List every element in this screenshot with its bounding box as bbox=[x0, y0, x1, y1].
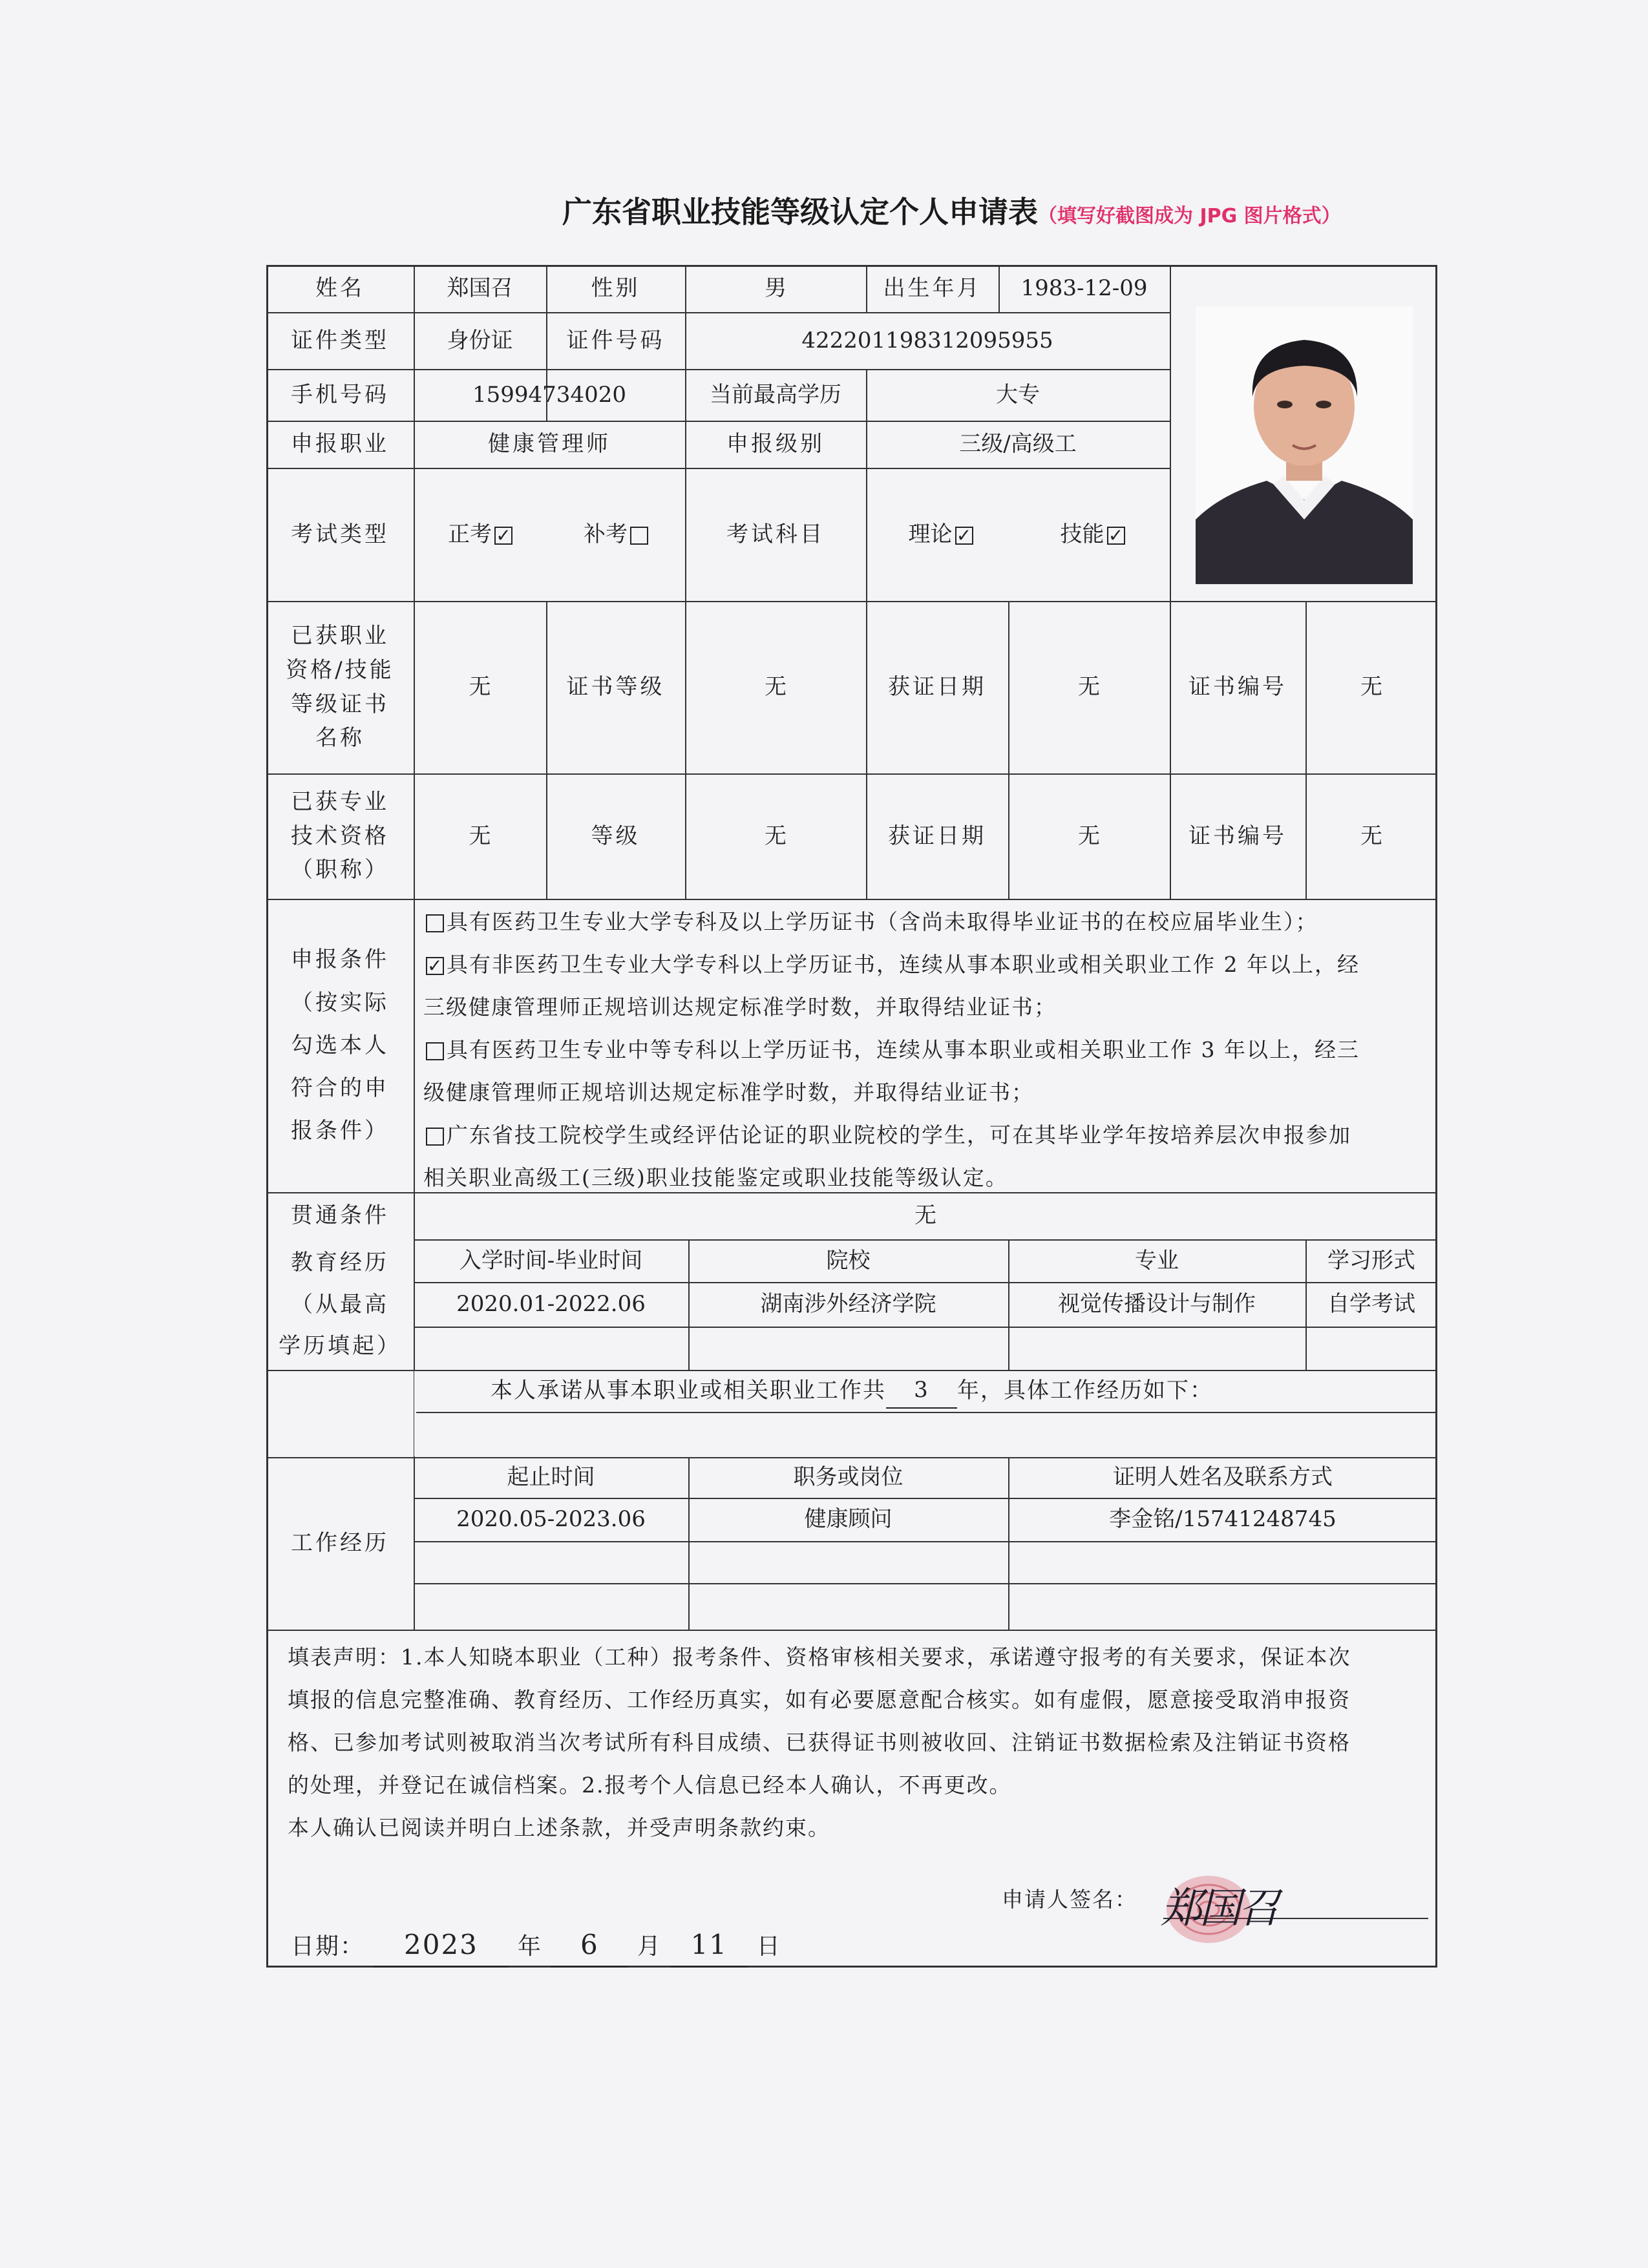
date-year-unit: 年 bbox=[517, 1933, 542, 1960]
title-qual-grade-label: 等级 bbox=[591, 823, 640, 849]
title-text: 广东省职业技能等级认定个人申请表 bbox=[562, 194, 1038, 229]
condition-item bbox=[423, 1029, 1360, 1071]
name-label: 姓名 bbox=[315, 275, 364, 302]
title-qual-no-label: 证书编号 bbox=[1188, 823, 1287, 849]
work-promise-suffix: 年，具体工作经历如下： bbox=[957, 1378, 1213, 1404]
exam-type-options bbox=[414, 468, 685, 601]
education-label bbox=[266, 1239, 414, 1370]
phone-value[interactable]: 15994734020 bbox=[472, 381, 626, 408]
condition-checkbox[interactable] bbox=[426, 1128, 444, 1146]
edu-label: 当前最高学历 bbox=[710, 381, 841, 408]
condition-item-continued bbox=[423, 986, 1360, 1029]
birth-value[interactable]: 1983-12-09 bbox=[1020, 275, 1148, 302]
exam-subject-label: 考试科目 bbox=[726, 521, 825, 547]
qual-label bbox=[266, 601, 414, 773]
education-label-line: 教育经历 bbox=[291, 1250, 389, 1276]
education-label-line: （从最高 bbox=[291, 1291, 389, 1318]
signature-text: 郑国召 bbox=[1161, 1885, 1277, 1933]
qual-grade-value[interactable]: 无 bbox=[765, 674, 787, 700]
declaration-text bbox=[288, 1636, 1351, 1849]
date-year-field[interactable]: 2023 bbox=[373, 1924, 509, 1968]
qual-no-value[interactable]: 无 bbox=[1360, 674, 1382, 700]
condition-text: 三级健康管理师正规培训达规定标准学时数，并取得结业证书； bbox=[423, 994, 1057, 1020]
edu-header-major: 专业 bbox=[1135, 1247, 1179, 1274]
title-qual-date-label: 获证日期 bbox=[888, 823, 986, 849]
portrait-icon bbox=[1196, 306, 1413, 584]
condition-checkbox[interactable] bbox=[426, 914, 444, 932]
conditions-label bbox=[266, 899, 414, 1192]
title-qual-label-line: （职称） bbox=[291, 857, 389, 883]
work-row-period[interactable]: 2020.05-2023.06 bbox=[456, 1506, 646, 1533]
date-day-field[interactable]: 11 bbox=[670, 1924, 748, 1968]
date-label: 日期： bbox=[291, 1933, 365, 1960]
declaration-line: 格、已参加考试则被取消当次考试所有科目成绩、已获得证书则被收回、注销证书数据检索及注销证书资格 bbox=[288, 1730, 1351, 1755]
qual-grade-label: 证书等级 bbox=[566, 674, 665, 700]
condition-checkbox[interactable] bbox=[426, 1042, 444, 1060]
exam-makeup-option[interactable] bbox=[584, 518, 651, 552]
condition-text: 广东省技工院校学生或经评估论证的职业院校的学生，可在其毕业学年按培养层次申报参加 bbox=[447, 1122, 1351, 1148]
level-value[interactable]: 三级/高级工 bbox=[959, 431, 1077, 457]
condition-text: 相关职业高级工(三级)职业技能鉴定或职业技能等级认定。 bbox=[423, 1165, 1008, 1190]
condition-text: 具有医药卫生专业中等专科以上学历证书，连续从事本职业或相关职业工作 3 年以上，经三 bbox=[447, 1037, 1360, 1062]
qual-label-line: 名称 bbox=[315, 725, 364, 751]
work-header-position: 职务或岗位 bbox=[793, 1464, 903, 1491]
title-qual-date-value[interactable]: 无 bbox=[1078, 823, 1100, 849]
conditions-list bbox=[423, 901, 1360, 1199]
occupation-label: 申报职业 bbox=[291, 431, 389, 457]
theory-label: 理论 bbox=[908, 521, 953, 547]
qual-date-value[interactable]: 无 bbox=[1078, 674, 1100, 700]
date-month-unit: 月 bbox=[637, 1933, 662, 1960]
form-title bbox=[562, 189, 1341, 231]
work-promise-prefix: 本人承诺从事本职业或相关职业工作共 bbox=[491, 1378, 886, 1404]
occupation-value[interactable]: 健康管理师 bbox=[488, 431, 611, 457]
skill-label: 技能 bbox=[1060, 521, 1104, 547]
declaration-line: 的处理，并登记在诚信档案。2.报考个人信息已经本人确认，不再更改。 bbox=[288, 1772, 1012, 1798]
condition-text: 具有医药卫生专业大学专科及以上学历证书（含尚未取得毕业证书的在校应届毕业生）； bbox=[447, 909, 1318, 934]
gender-value[interactable]: 男 bbox=[765, 275, 787, 302]
phone-label: 手机号码 bbox=[291, 381, 389, 408]
work-promise bbox=[266, 1370, 1437, 1412]
title-note: （填写好截图成为 JPG 图片格式） bbox=[1038, 205, 1341, 227]
qual-no-label: 证书编号 bbox=[1188, 674, 1287, 700]
qual-label-line: 资格/技能 bbox=[286, 656, 394, 683]
declaration-line: 填报的信息完整准确、教育经历、工作经历真实，如有必要愿意配合核实。如有虚假，愿意接受取消申报资 bbox=[288, 1687, 1351, 1712]
id-type-label: 证件类型 bbox=[291, 327, 389, 353]
edu-header-form: 学习形式 bbox=[1327, 1247, 1415, 1274]
condition-item bbox=[423, 1114, 1360, 1157]
condition-text: 级健康管理师正规培训达规定标准学时数，并取得结业证书； bbox=[423, 1080, 1034, 1105]
name-value[interactable]: 郑国召 bbox=[447, 275, 513, 302]
title-qual-no-value[interactable]: 无 bbox=[1360, 823, 1382, 849]
condition-item bbox=[423, 943, 1360, 986]
edu-header-school: 院校 bbox=[826, 1247, 871, 1274]
skill-option[interactable] bbox=[1061, 518, 1128, 552]
id-no-value[interactable]: 422201198312095955 bbox=[801, 327, 1053, 353]
qual-name-value[interactable]: 无 bbox=[469, 674, 491, 700]
work-row-witness[interactable]: 李金铭/15741248745 bbox=[1109, 1506, 1336, 1533]
condition-item-continued bbox=[423, 1071, 1360, 1114]
title-qual-label-line: 已获专业 bbox=[291, 788, 389, 815]
declaration-line: 填表声明：1.本人知晓本职业（工种）报考条件、资格审核相关要求，承诺遵守报考的有关要求，保证本次 bbox=[288, 1644, 1351, 1670]
edu-row-major[interactable]: 视觉传播设计与制作 bbox=[1058, 1291, 1256, 1318]
conditions-label-line: （按实际 bbox=[291, 989, 389, 1016]
conditions-label-line: 勾选本人 bbox=[291, 1032, 389, 1058]
theory-option[interactable] bbox=[909, 518, 976, 552]
conditions-label-line: 申报条件 bbox=[291, 947, 389, 973]
theory-checkbox[interactable]: ✓ bbox=[955, 527, 973, 545]
condition-checkbox[interactable]: ✓ bbox=[427, 955, 444, 976]
title-qual-label-line: 技术资格 bbox=[291, 823, 389, 849]
exam-subject-options bbox=[866, 468, 1170, 601]
work-years-field[interactable]: 3 bbox=[886, 1373, 957, 1409]
date-row bbox=[291, 1924, 781, 1968]
sign-label: 申请人签名： bbox=[1002, 1887, 1137, 1912]
qual-date-label: 获证日期 bbox=[888, 674, 986, 700]
work-label: 工作经历 bbox=[291, 1530, 389, 1557]
exam-makeup-checkbox[interactable] bbox=[630, 527, 648, 545]
date-month-field[interactable]: 6 bbox=[551, 1924, 628, 1968]
title-qual-label bbox=[266, 773, 414, 899]
qual-label-line: 已获职业 bbox=[291, 623, 389, 649]
exam-makeup-label: 补考 bbox=[584, 521, 628, 547]
exam-type-label: 考试类型 bbox=[291, 521, 389, 547]
declaration-line: 本人确认已阅读并明白上述条款，并受声明条款约束。 bbox=[288, 1815, 830, 1840]
pass-through-value[interactable]: 无 bbox=[914, 1202, 936, 1229]
edu-row-form[interactable]: 自学考试 bbox=[1327, 1291, 1415, 1318]
level-label: 申报级别 bbox=[726, 431, 825, 457]
id-type-value[interactable]: 身份证 bbox=[447, 327, 513, 353]
work-row-position[interactable]: 健康顾问 bbox=[804, 1506, 893, 1533]
portrait-photo bbox=[1196, 306, 1413, 584]
title-qual-grade-value[interactable]: 无 bbox=[765, 823, 787, 849]
date-day-unit: 日 bbox=[756, 1933, 781, 1960]
pass-through-label: 贯通条件 bbox=[291, 1202, 389, 1229]
conditions-label-line: 报条件） bbox=[291, 1118, 389, 1144]
exam-regular-checkbox[interactable]: ✓ bbox=[494, 527, 512, 545]
conditions-label-line: 符合的申 bbox=[291, 1075, 389, 1102]
qual-label-line: 等级证书 bbox=[291, 691, 389, 717]
gender-label: 性别 bbox=[591, 275, 640, 302]
edu-row-school[interactable]: 湖南涉外经济学院 bbox=[760, 1291, 936, 1318]
work-header-period: 起止时间 bbox=[507, 1464, 595, 1491]
title-qual-value[interactable]: 无 bbox=[469, 823, 491, 849]
edu-row-period[interactable]: 2020.01-2022.06 bbox=[456, 1291, 646, 1318]
exam-regular-option[interactable] bbox=[448, 518, 515, 552]
work-header-witness: 证明人姓名及联系方式 bbox=[1113, 1464, 1333, 1491]
signature-image[interactable] bbox=[1157, 1854, 1312, 1951]
condition-item bbox=[423, 901, 1360, 943]
education-label-line: 学历填起） bbox=[279, 1333, 401, 1360]
edu-header-period: 入学时间-毕业时间 bbox=[459, 1247, 643, 1274]
skill-checkbox[interactable]: ✓ bbox=[1107, 527, 1125, 545]
id-no-label: 证件号码 bbox=[566, 327, 665, 353]
condition-text: 具有非医药卫生专业大学专科以上学历证书，连续从事本职业或相关职业工作 2 年以上，经 bbox=[447, 952, 1360, 977]
exam-regular-label: 正考 bbox=[448, 521, 492, 547]
edu-value[interactable]: 大专 bbox=[996, 381, 1040, 408]
birth-label: 出生年月 bbox=[883, 275, 982, 302]
